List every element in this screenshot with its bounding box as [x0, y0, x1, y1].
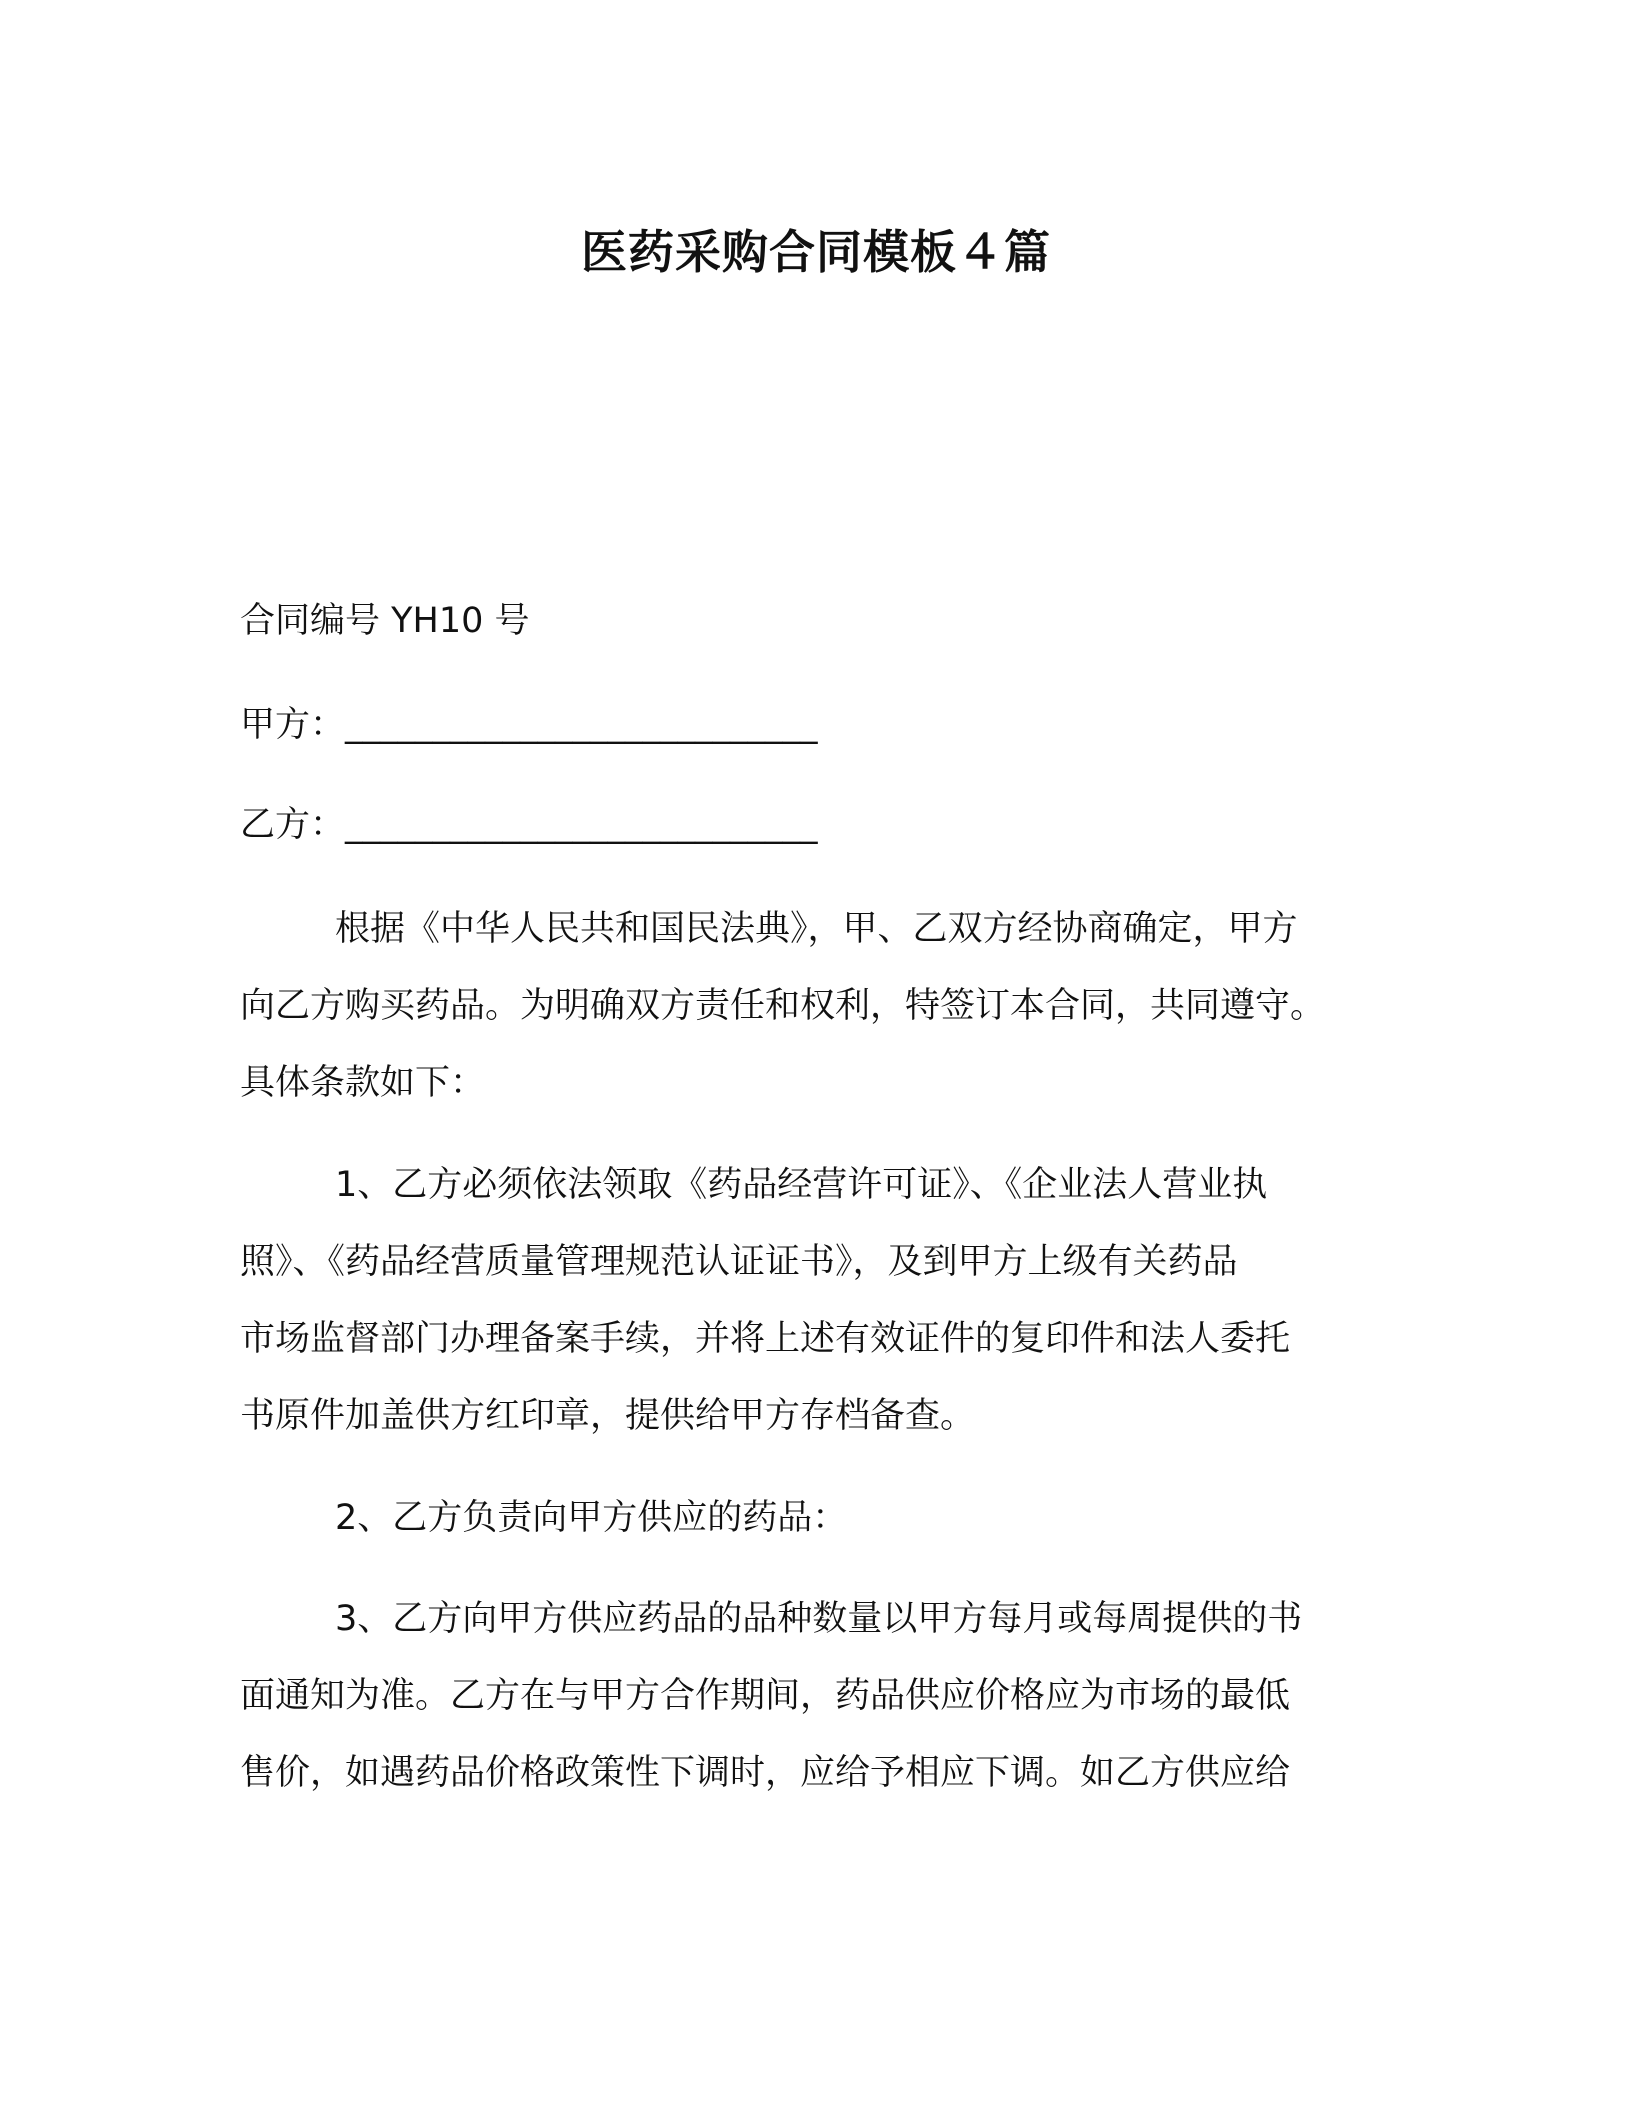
paragraph-intro [240, 891, 1400, 1122]
party-a-line: 甲方：___________________________ [240, 705, 818, 745]
paragraph-clause-2 [240, 1480, 1400, 1557]
paragraph-line: 书原件加盖供方红印章，提供给甲方存档备查。 [240, 1396, 976, 1436]
party-b-line: 乙方：___________________________ [240, 805, 818, 845]
paragraph-line: 根据《中华人民共和国民法典》，甲、乙双方经协商确定，甲方 [335, 909, 1298, 949]
paragraph-line: 3、乙方向甲方供应药品的品种数量以甲方每月或每周提供的书 [335, 1599, 1303, 1639]
paragraph-line: 市场监督部门办理备案手续，并将上述有效证件的复印件和法人委托 [240, 1319, 1291, 1359]
paragraph-clause-3 [240, 1581, 1400, 1812]
paragraph-line: 2、乙方负责向甲方供应的药品： [335, 1498, 848, 1538]
contract-number: 合同编号 YH10 号 [240, 601, 530, 641]
paragraph-line: 面通知为准。乙方在与甲方合作期间，药品供应价格应为市场的最低 [240, 1676, 1291, 1716]
paragraph-line: 照》、《药品经营质量管理规范认证证书》，及到甲方上级有关药品 [240, 1242, 1238, 1282]
document-title: 医药采购合同模板４篇 [581, 225, 1051, 279]
paragraph-line: 1、乙方必须依法领取《药品经营许可证》、《企业法人营业执 [335, 1165, 1268, 1205]
paragraph-line: 向乙方购买药品。为明确双方责任和权利，特签订本合同，共同遵守。 [240, 986, 1326, 1026]
paragraph-clause-1 [240, 1147, 1400, 1455]
paragraph-line: 具体条款如下： [240, 1063, 486, 1103]
paragraph-line: 售价，如遇药品价格政策性下调时，应给予相应下调。如乙方供应给 [240, 1753, 1291, 1793]
